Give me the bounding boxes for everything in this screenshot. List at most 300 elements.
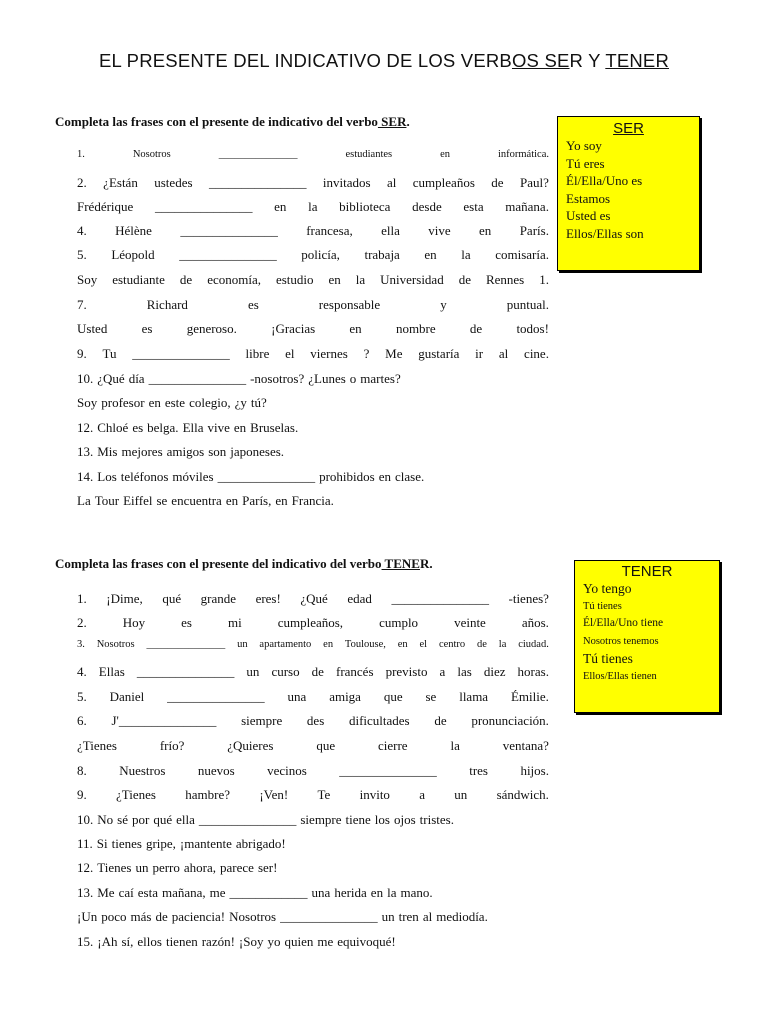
word: Nuestros	[119, 763, 166, 778]
exercise-line	[77, 639, 549, 657]
exercise-line	[77, 346, 549, 364]
word: me	[209, 885, 226, 900]
word: mejores	[121, 444, 163, 459]
word: de	[491, 175, 504, 190]
word: 7.	[77, 297, 87, 312]
word: Francia.	[291, 493, 334, 508]
word: las	[457, 664, 472, 679]
word: cierre	[378, 738, 408, 753]
word: ¿Están	[103, 175, 138, 190]
word: francés	[335, 664, 374, 679]
tener-row: Él/Ella/Uno tiene	[583, 617, 664, 629]
word: La	[77, 493, 91, 508]
answer-blank: _______________	[154, 199, 253, 214]
exercise-line	[77, 738, 549, 756]
word: curso	[271, 664, 300, 679]
word: ¡Ah	[97, 934, 118, 949]
word: la	[498, 639, 507, 650]
word: esta	[137, 885, 158, 900]
word: amiga	[329, 689, 361, 704]
word: generoso.	[186, 321, 237, 336]
exercise-line	[77, 321, 549, 339]
answer-blank: _______________	[208, 175, 307, 190]
word: un	[454, 787, 468, 802]
exercise-line	[77, 175, 549, 193]
word: ojos	[393, 812, 416, 827]
word: ella	[176, 812, 195, 827]
word: siempre	[300, 812, 342, 827]
word: ser!	[257, 860, 278, 875]
word: cumplo	[379, 615, 419, 630]
word: grande	[200, 591, 237, 606]
word: ¿Quieres	[227, 738, 274, 753]
word: de	[155, 909, 168, 924]
exercise-line	[77, 247, 549, 265]
word: por	[131, 812, 150, 827]
word: móviles	[172, 469, 214, 484]
exercise-line	[77, 909, 549, 927]
word: policía,	[301, 247, 340, 262]
instruction-verb: TENE	[381, 556, 420, 571]
tener-row: Ellos/Ellas tienen	[583, 670, 657, 682]
exercise-line	[77, 860, 549, 878]
word: la	[387, 885, 397, 900]
word: en	[349, 321, 362, 336]
word: sé	[117, 812, 128, 827]
word: Nosotros	[132, 149, 171, 160]
word: 12.	[77, 860, 94, 875]
word: es	[181, 615, 192, 630]
word: trabaja	[364, 247, 400, 262]
exercise-line	[77, 689, 549, 707]
word: Richard	[146, 297, 188, 312]
word: París.	[519, 223, 549, 238]
word: 4.	[77, 223, 87, 238]
word: de	[311, 664, 324, 679]
word: Hélène	[115, 223, 152, 238]
answer-blank: ____________	[229, 885, 308, 900]
word: teléfonos	[120, 469, 169, 484]
exercise-line	[77, 469, 549, 487]
word: hambre?	[185, 787, 231, 802]
word: mediodía.	[436, 909, 488, 924]
exercise-line	[77, 664, 549, 682]
word: des	[306, 713, 325, 728]
word: Daniel	[109, 689, 145, 704]
word: ustedes	[154, 175, 193, 190]
word: Ellas	[98, 664, 125, 679]
word: libre	[245, 346, 270, 361]
word: un	[381, 909, 395, 924]
word: poco	[101, 909, 127, 924]
word: en	[370, 885, 384, 900]
word: japoneses.	[230, 444, 285, 459]
word: abrigado!	[235, 836, 286, 851]
word: Paul?	[520, 175, 549, 190]
word: los	[374, 812, 390, 827]
word: herida	[334, 885, 367, 900]
word: la	[461, 247, 471, 262]
word: 5.	[77, 689, 87, 704]
word: vive	[428, 223, 451, 238]
word: francesa,	[306, 223, 353, 238]
answer-blank: _______________	[132, 346, 230, 361]
word: yo	[267, 934, 281, 949]
word: 12.	[77, 420, 94, 435]
exercise-line	[77, 713, 549, 731]
word: sí,	[121, 934, 134, 949]
word: la	[450, 738, 460, 753]
word: tristes.	[419, 812, 454, 827]
word: que	[316, 738, 336, 753]
word: profesor	[101, 395, 145, 410]
word: 9.	[77, 787, 87, 802]
answer-blank: _______________	[217, 469, 316, 484]
word: más	[130, 909, 152, 924]
word: 2.	[77, 615, 87, 630]
exercise-line	[77, 763, 549, 781]
word: frío?	[159, 738, 185, 753]
word: de	[477, 639, 487, 650]
word: un	[135, 860, 149, 875]
word: ¡Soy	[238, 934, 264, 949]
word: en	[323, 639, 334, 650]
word: viernes	[310, 346, 348, 361]
word: 3.	[77, 639, 85, 650]
exercise-line	[77, 493, 549, 511]
exercise-line	[77, 885, 549, 903]
word: 14.	[77, 469, 94, 484]
word: perro	[152, 860, 180, 875]
word: cumpleaños,	[277, 615, 344, 630]
word: una	[287, 689, 307, 704]
word: caí	[118, 885, 134, 900]
answer-blank: J'_______________	[111, 713, 217, 728]
word: vive	[207, 420, 230, 435]
word: ¿y	[234, 395, 247, 410]
word: apartamento	[259, 639, 312, 650]
answer-blank: _______________	[180, 223, 278, 238]
word: Si	[96, 836, 108, 851]
word: prohibidos	[319, 469, 375, 484]
word: 13.	[77, 885, 94, 900]
word: Me	[97, 885, 115, 900]
word: biblioteca	[339, 199, 391, 214]
section1-instruction	[55, 114, 410, 130]
word: un	[237, 639, 248, 650]
word: en	[275, 493, 288, 508]
tener-row: Tú tienes	[583, 650, 633, 666]
word: previsto	[385, 664, 428, 679]
word: en	[328, 272, 341, 287]
word: belga.	[147, 420, 179, 435]
tener-conjugation-box	[574, 560, 720, 713]
exercise-line	[77, 297, 549, 315]
word: invito	[359, 787, 390, 802]
word: en	[424, 247, 437, 262]
answer-blank: _______________	[148, 371, 247, 386]
title-text-4: TENER	[605, 50, 670, 71]
word: esta	[463, 199, 484, 214]
title-text-1: EL PRESENTE DEL INDICATIVO DE LOS VERB	[98, 50, 512, 71]
word: 13.	[77, 444, 94, 459]
instruction-end: .	[406, 114, 410, 129]
word: en	[225, 493, 239, 508]
word: ¿Tienes	[77, 738, 117, 753]
word: en	[479, 223, 492, 238]
word: 1.	[539, 272, 549, 287]
word: Tienes	[97, 860, 132, 875]
word: tienen	[165, 934, 198, 949]
word: tiene	[345, 812, 371, 827]
ser-row: Tú eres	[566, 155, 605, 171]
instruction-text: Completa las frases con el presente del indicativo del verbo	[55, 556, 382, 571]
exercise-line	[77, 812, 549, 830]
word: Usted	[77, 321, 108, 336]
word: Eiffel	[123, 493, 153, 508]
tener-row: Nosotros tenemos	[583, 635, 659, 647]
word: desde	[412, 199, 442, 214]
word: en	[378, 469, 391, 484]
word: y	[440, 297, 447, 312]
word: ¿Qué	[300, 591, 328, 606]
word: informática.	[497, 149, 549, 160]
word: o	[349, 371, 357, 386]
word: en	[397, 639, 408, 650]
word: es	[132, 420, 144, 435]
word: de	[458, 272, 471, 287]
word: ventana?	[502, 738, 549, 753]
word: cumpleaños	[412, 175, 475, 190]
word: Bruselas.	[250, 420, 299, 435]
answer-blank: _______________	[146, 639, 226, 650]
exercise-line	[77, 199, 549, 217]
word: París,	[242, 493, 272, 508]
word: Nosotros	[229, 909, 277, 924]
word: ella	[381, 223, 400, 238]
word: Nosotros	[96, 639, 135, 650]
word: puntual.	[506, 297, 549, 312]
word: el	[419, 639, 428, 650]
word: Émilie.	[510, 689, 549, 704]
word: Hoy	[122, 615, 146, 630]
word: mano.	[400, 885, 433, 900]
word: es	[247, 297, 259, 312]
word: quien	[284, 934, 314, 949]
word: vecinos	[267, 763, 307, 778]
word: estudio	[275, 272, 314, 287]
word: a	[419, 787, 425, 802]
word: gripe,	[145, 836, 176, 851]
ser-row: Usted es	[566, 208, 611, 223]
word: se	[156, 493, 168, 508]
word: mañana.	[505, 199, 549, 214]
word: Toulouse,	[344, 639, 386, 650]
word: el	[285, 346, 295, 361]
word: ir	[475, 346, 484, 361]
word: comisaría.	[495, 247, 549, 262]
word: un	[246, 664, 260, 679]
word: qué	[153, 812, 173, 827]
word: qué	[162, 591, 182, 606]
page-title	[0, 50, 768, 72]
word: de	[434, 713, 447, 728]
exercise-line	[77, 591, 549, 609]
exercise-line	[77, 272, 549, 290]
word: Me	[385, 346, 403, 361]
ser-row: Ellos/Ellas son	[566, 225, 644, 241]
exercise-line	[77, 420, 549, 438]
word: responsable	[318, 297, 381, 312]
title-text-2: OS SE	[511, 50, 570, 71]
word: nombre	[395, 321, 436, 336]
word: 4.	[77, 664, 87, 679]
word: en	[440, 149, 450, 160]
word: Te	[317, 787, 331, 802]
word: diez	[483, 664, 506, 679]
word: 5.	[77, 247, 87, 262]
word: equivoqué!	[337, 934, 396, 949]
word: en	[148, 395, 161, 410]
word: 8.	[77, 763, 87, 778]
word: 1.	[77, 149, 85, 160]
ser-row: Yo soy	[566, 138, 602, 153]
word: Ella	[182, 420, 204, 435]
word: amigos	[166, 444, 205, 459]
word: parece	[220, 860, 254, 875]
tener-box-title: TENER	[621, 563, 673, 580]
exercise-line	[77, 223, 549, 241]
word: nuevos	[197, 763, 235, 778]
word: pronunciación.	[471, 713, 549, 728]
word: al	[386, 175, 397, 190]
answer-blank: _______________	[167, 689, 265, 704]
word: Frédérique	[77, 199, 134, 214]
word: ¡Dime,	[106, 591, 143, 606]
word: se	[425, 689, 437, 704]
word: 6.	[77, 713, 87, 728]
exercise-line	[77, 836, 549, 854]
word: de	[469, 321, 483, 336]
word: mi	[227, 615, 242, 630]
ser-conjugation-box	[557, 116, 700, 271]
word: en	[233, 420, 247, 435]
answer-blank: _______________	[339, 763, 437, 778]
word: -nosotros?	[250, 371, 305, 386]
word: Rennes	[485, 272, 525, 287]
word: clase.	[394, 469, 425, 484]
word: tú?	[250, 395, 267, 410]
word: estudiante	[112, 272, 165, 287]
answer-blank: _______________	[136, 664, 235, 679]
word: economía,	[207, 272, 261, 287]
word: me	[317, 934, 334, 949]
word: una	[311, 885, 331, 900]
word: razón!	[201, 934, 235, 949]
word: al	[422, 909, 433, 924]
word: Léopold	[111, 247, 155, 262]
word: tres	[469, 763, 488, 778]
word: Los	[97, 469, 117, 484]
word: invitados	[322, 175, 371, 190]
word: mañana,	[161, 885, 206, 900]
word: centro	[438, 639, 466, 650]
word: Tour	[94, 493, 120, 508]
word: tren	[398, 909, 419, 924]
word: horas.	[517, 664, 549, 679]
exercise-line	[77, 444, 549, 462]
word: 1.	[77, 591, 87, 606]
exercise-line	[77, 934, 549, 952]
word: años.	[521, 615, 549, 630]
tener-row: Yo tengo	[583, 581, 632, 596]
word: 11.	[77, 836, 93, 851]
word: dificultades	[348, 713, 410, 728]
word: cine.	[524, 346, 549, 361]
word: día	[128, 371, 145, 386]
word: ?	[363, 346, 370, 361]
word: 2.	[77, 175, 87, 190]
word: 10.	[77, 371, 94, 386]
exercise-line	[77, 149, 549, 167]
word: la	[308, 199, 318, 214]
word: siempre	[241, 713, 283, 728]
tener-row: Tú tienes	[583, 601, 622, 612]
word: 9.	[77, 346, 87, 361]
word: encuentra	[171, 493, 222, 508]
word: al	[498, 346, 509, 361]
word: gustaría	[418, 346, 460, 361]
answer-blank: _______________	[179, 247, 277, 262]
word: Soy	[77, 395, 98, 410]
word: de	[179, 272, 193, 287]
word: este	[164, 395, 186, 410]
word: martes?	[360, 371, 401, 386]
word: Chloé	[97, 420, 129, 435]
title-text-3: R Y	[569, 50, 606, 71]
instruction-verb: SER	[377, 114, 407, 129]
word: sándwich.	[496, 787, 549, 802]
word: paciencia!	[171, 909, 226, 924]
exercise-line	[77, 395, 549, 413]
word: son	[208, 444, 227, 459]
word: colegio,	[189, 395, 231, 410]
word: estudiantes	[345, 149, 393, 160]
word: en	[274, 199, 287, 214]
word: ellos	[137, 934, 162, 949]
instruction-text: Completa las frases con el presente de indicativo del verbo	[55, 114, 378, 129]
word: la	[355, 272, 366, 287]
word: todos!	[516, 321, 549, 336]
word: Soy	[77, 272, 98, 287]
section2-instruction	[55, 556, 433, 572]
word: ¡mantente	[179, 836, 232, 851]
word: ahora,	[183, 860, 217, 875]
exercise-line	[77, 787, 549, 805]
word: a	[439, 664, 446, 679]
word: veinte	[454, 615, 486, 630]
word: ¿Tienes	[116, 787, 156, 802]
ser-box-title: SER	[613, 120, 644, 137]
word: ¡Un	[77, 909, 98, 924]
word: ¡Ven!	[259, 787, 289, 802]
word: Universidad	[380, 272, 444, 287]
word: ¡Gracias	[271, 321, 316, 336]
word: eres!	[255, 591, 281, 606]
word: 15.	[77, 934, 94, 949]
answer-blank: _______________	[391, 591, 489, 606]
word: hijos.	[520, 763, 549, 778]
